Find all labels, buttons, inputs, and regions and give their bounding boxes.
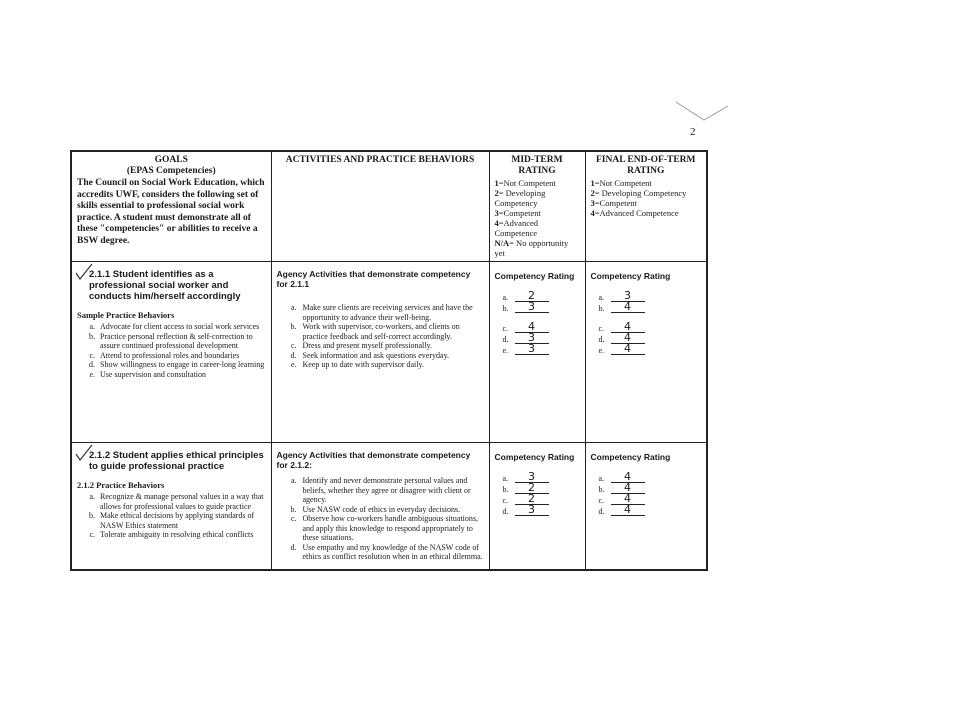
practice-behavior-item: [77, 351, 266, 361]
scale-key: 3: [590, 198, 595, 208]
rating-item: [599, 344, 702, 355]
competency-row: [71, 443, 707, 570]
midterm-scale: [495, 178, 580, 258]
item-marker: b.: [89, 331, 95, 341]
goals-intro: The Council on Social Work Education, which accredits UWF, considers the following set of skills essential to professional social work practice. A student must demonstrate all of these "competencies" or abilities to receive a BSW degree.: [77, 178, 265, 246]
scale-item: [495, 188, 580, 208]
rating-marker: e.: [502, 346, 509, 355]
item-text: Dress and present myself professionally.: [302, 341, 432, 350]
rating-item: [503, 472, 580, 483]
item-text: Use supervision and consultation: [100, 369, 206, 379]
scale-text: =Not Competent: [498, 178, 556, 188]
practice-behaviors: [77, 492, 266, 540]
behaviors-title: 2.1.2 Practice Behaviors: [77, 480, 165, 490]
handwritten-rating: 4: [611, 472, 645, 483]
activities-cell: [271, 262, 489, 443]
scale-key: 3: [494, 208, 499, 218]
handwritten-rating: 3: [515, 333, 549, 344]
handwritten-rating: 4: [611, 322, 645, 333]
item-text: Practice personal reflection & self-correction to assure continued professional development: [100, 331, 253, 350]
item-text: Tolerate ambiguity in resolving ethical conflicts: [100, 530, 254, 539]
scale-text: = Developing Competency: [494, 188, 546, 208]
item-marker: c.: [290, 341, 297, 350]
rating-item: [599, 494, 702, 505]
practice-behavior-item: [77, 322, 266, 332]
item-marker: b.: [290, 504, 297, 514]
item-text: Work with supervisor, co-workers, and clients on practice feedback and self-correct accordingly.: [302, 322, 460, 341]
item-text: Seek information and ask questions everyday.: [302, 350, 450, 360]
item-marker: c.: [89, 350, 95, 360]
midterm-title: MID-TERM RATING: [511, 155, 563, 176]
final-title: FINAL END-OF-TERM RATING: [596, 155, 696, 176]
item-text: Show willingness to engage in career-long learning: [100, 360, 265, 369]
goals-title: GOALS: [154, 155, 188, 165]
competency-text: 2.1.2 Student applies ethical principles to guide professional practice: [89, 450, 264, 472]
rating-marker: b.: [598, 485, 605, 494]
rating-marker: c.: [502, 496, 509, 505]
final-ratings: [599, 291, 702, 355]
rating-item: [503, 494, 580, 505]
competency-rating-title: Competency Rating: [590, 452, 671, 462]
scale-key: 1: [590, 178, 595, 188]
scale-text: =Competent: [594, 198, 637, 208]
agency-activitie-item: [277, 360, 484, 370]
rating-marker: b.: [502, 304, 509, 313]
agency-activitie-item: [277, 322, 484, 341]
rating-marker: d.: [502, 507, 509, 516]
item-marker: a.: [89, 322, 95, 331]
competency-title: [77, 450, 266, 472]
agency-activities: [277, 476, 484, 562]
rating-marker: b.: [502, 485, 509, 494]
scale-text: =Not Competent: [594, 178, 652, 188]
evaluation-table: [70, 150, 708, 571]
scale-item: [591, 198, 702, 208]
item-marker: d.: [290, 350, 297, 360]
competency-row: [71, 262, 707, 443]
item-text: Identify and never demonstrate personal values and beliefs, whether they agree or disagree with client or agency.: [302, 476, 471, 504]
agency-activitie-item: [277, 543, 484, 562]
item-marker: d.: [290, 542, 297, 552]
rating-marker: c.: [598, 496, 605, 505]
goals-cell: [71, 262, 271, 443]
agency-activitie-item: [277, 505, 484, 515]
practice-behavior-item: [77, 530, 266, 540]
agency-activitie-item: [277, 341, 484, 351]
handwritten-rating: 3: [515, 472, 549, 483]
activities-header-cell: [271, 151, 489, 262]
scale-item: [591, 188, 702, 198]
handwritten-rating: 3: [611, 291, 645, 302]
handwritten-rating: 2: [515, 494, 549, 505]
activities-cell: [271, 443, 489, 570]
handwritten-rating: 4: [611, 333, 645, 344]
header-row: [71, 151, 707, 262]
scale-key: 4: [590, 208, 595, 218]
scale-item: [495, 208, 580, 218]
scale-key: 2: [494, 188, 499, 198]
scale-key: 2: [590, 188, 595, 198]
activities-title: ACTIVITIES AND PRACTICE BEHAVIORS: [285, 155, 475, 165]
rating-item: [503, 291, 580, 302]
rating-item: [503, 483, 580, 494]
rating-item: [599, 472, 702, 483]
midterm-rating-cell: [489, 443, 585, 570]
scale-item: [591, 178, 702, 188]
handwritten-rating: 2: [515, 291, 549, 302]
item-marker: a.: [89, 492, 95, 501]
agency-activitie-item: [277, 476, 484, 505]
scale-item: [495, 178, 580, 188]
behaviors-title: Sample Practice Behaviors: [77, 310, 175, 320]
agency-activities: [277, 303, 484, 370]
scale-item: [495, 238, 580, 258]
rating-item: [599, 322, 702, 333]
handwritten-rating: 4: [515, 322, 549, 333]
scale-text: =Advanced Competence: [594, 208, 679, 218]
agency-activitie-item: [277, 303, 484, 322]
scale-text: =Competent: [498, 208, 541, 218]
rating-gap: [599, 313, 702, 322]
item-text: Recognize & manage personal values in a way that allows for professional values to guide practice: [100, 492, 264, 511]
page-corner-mark: [672, 98, 732, 138]
midterm-ratings: [503, 472, 580, 516]
rating-marker: c.: [502, 324, 509, 333]
practice-behavior-item: [77, 511, 266, 530]
handwritten-check-icon: [75, 444, 93, 462]
handwritten-check-icon: [75, 263, 93, 281]
rating-gap: [503, 313, 580, 322]
goals-cell: [71, 443, 271, 570]
rating-marker: b.: [598, 304, 605, 313]
item-marker: b.: [290, 322, 297, 331]
item-marker: c.: [290, 514, 297, 523]
practice-behavior-item: [77, 492, 266, 511]
item-marker: a.: [290, 303, 297, 312]
agency-activitie-item: [277, 351, 484, 361]
final-rating-cell: [585, 443, 707, 570]
final-ratings: [599, 472, 702, 516]
scale-text: =Advanced Competence: [494, 218, 539, 238]
item-text: Use empathy and my knowledge of the NASW code of ethics as conflict resolution when in an ethical dilemma.: [302, 542, 483, 561]
handwritten-rating: 3: [515, 505, 549, 516]
final-header-cell: [585, 151, 707, 262]
goals-header-cell: [71, 151, 271, 262]
item-text: Observe how co-workers handle ambiguous situations, and apply this knowledge to respond appropriately to these situations.: [302, 514, 479, 542]
competency-text: 2.1.1 Student identifies as a professional social worker and conducts him/herself accordingly: [89, 269, 241, 302]
item-text: Use NASW code of ethics in everyday decisions.: [302, 504, 461, 514]
rating-marker: d.: [598, 335, 605, 344]
competency-rating-title: Competency Rating: [590, 271, 671, 281]
item-text: Advocate for client access to social work services: [100, 322, 260, 331]
competency-rating-title: Competency Rating: [494, 452, 575, 462]
item-marker: a.: [290, 476, 297, 485]
rating-marker: a.: [598, 293, 605, 302]
item-marker: d.: [89, 360, 95, 369]
handwritten-rating: 4: [611, 494, 645, 505]
goals-subtitle: (EPAS Competencies): [126, 166, 216, 176]
agency-activities-title: Agency Activities that demonstrate competency for 2.1.2:: [276, 450, 471, 470]
rating-item: [503, 505, 580, 516]
rating-marker: c.: [598, 324, 605, 333]
handwritten-rating: 4: [611, 483, 645, 494]
final-rating-cell: [585, 262, 707, 443]
rating-marker: a.: [502, 474, 509, 483]
handwritten-rating: 3: [515, 344, 549, 355]
agency-activities-title: Agency Activities that demonstrate competency for 2.1.1: [276, 269, 471, 289]
scale-item: [591, 208, 702, 218]
item-text: Make ethical decisions by applying standards of NASW Ethics statement: [100, 511, 255, 530]
item-text: Make sure clients are receiving services and have the opportunity to advance their well-being.: [302, 303, 473, 322]
rating-marker: e.: [598, 346, 605, 355]
rating-marker: d.: [598, 507, 605, 516]
handwritten-rating: 2: [515, 483, 549, 494]
item-marker: e.: [89, 369, 95, 379]
scale-text: = Developing Competency: [594, 188, 687, 198]
rating-item: [599, 333, 702, 344]
competency-rating-title: Competency Rating: [494, 271, 575, 281]
page-number: 2: [690, 126, 696, 138]
rating-item: [503, 302, 580, 313]
practice-behavior-item: [77, 332, 266, 351]
handwritten-rating: 4: [611, 302, 645, 313]
item-text: Attend to professional roles and boundaries: [100, 350, 240, 360]
handwritten-rating: 4: [611, 344, 645, 355]
rating-marker: d.: [502, 335, 509, 344]
rating-item: [503, 322, 580, 333]
final-scale: [591, 178, 702, 218]
rating-item: [503, 344, 580, 355]
agency-activitie-item: [277, 514, 484, 543]
rating-marker: a.: [598, 474, 605, 483]
midterm-ratings: [503, 291, 580, 355]
scale-key: 1: [494, 178, 499, 188]
rating-item: [599, 302, 702, 313]
practice-behavior-item: [77, 360, 266, 370]
handwritten-rating: 3: [515, 302, 549, 313]
rating-item: [503, 333, 580, 344]
handwritten-rating: 4: [611, 505, 645, 516]
practice-behaviors: [77, 322, 266, 379]
midterm-header-cell: [489, 151, 585, 262]
item-text: Keep up to date with supervisor daily.: [302, 360, 424, 369]
rating-marker: a.: [502, 293, 509, 302]
midterm-rating-cell: [489, 262, 585, 443]
item-marker: e.: [290, 360, 297, 369]
rating-item: [599, 505, 702, 516]
practice-behavior-item: [77, 370, 266, 380]
rating-item: [599, 291, 702, 302]
rating-item: [599, 483, 702, 494]
scale-text: = No opportunity yet: [494, 238, 569, 258]
competency-title: [77, 269, 266, 302]
item-marker: c.: [89, 530, 95, 539]
scale-key: N/A: [494, 238, 510, 248]
scale-item: [495, 218, 580, 238]
scale-key: 4: [494, 218, 499, 228]
item-marker: b.: [89, 511, 95, 520]
